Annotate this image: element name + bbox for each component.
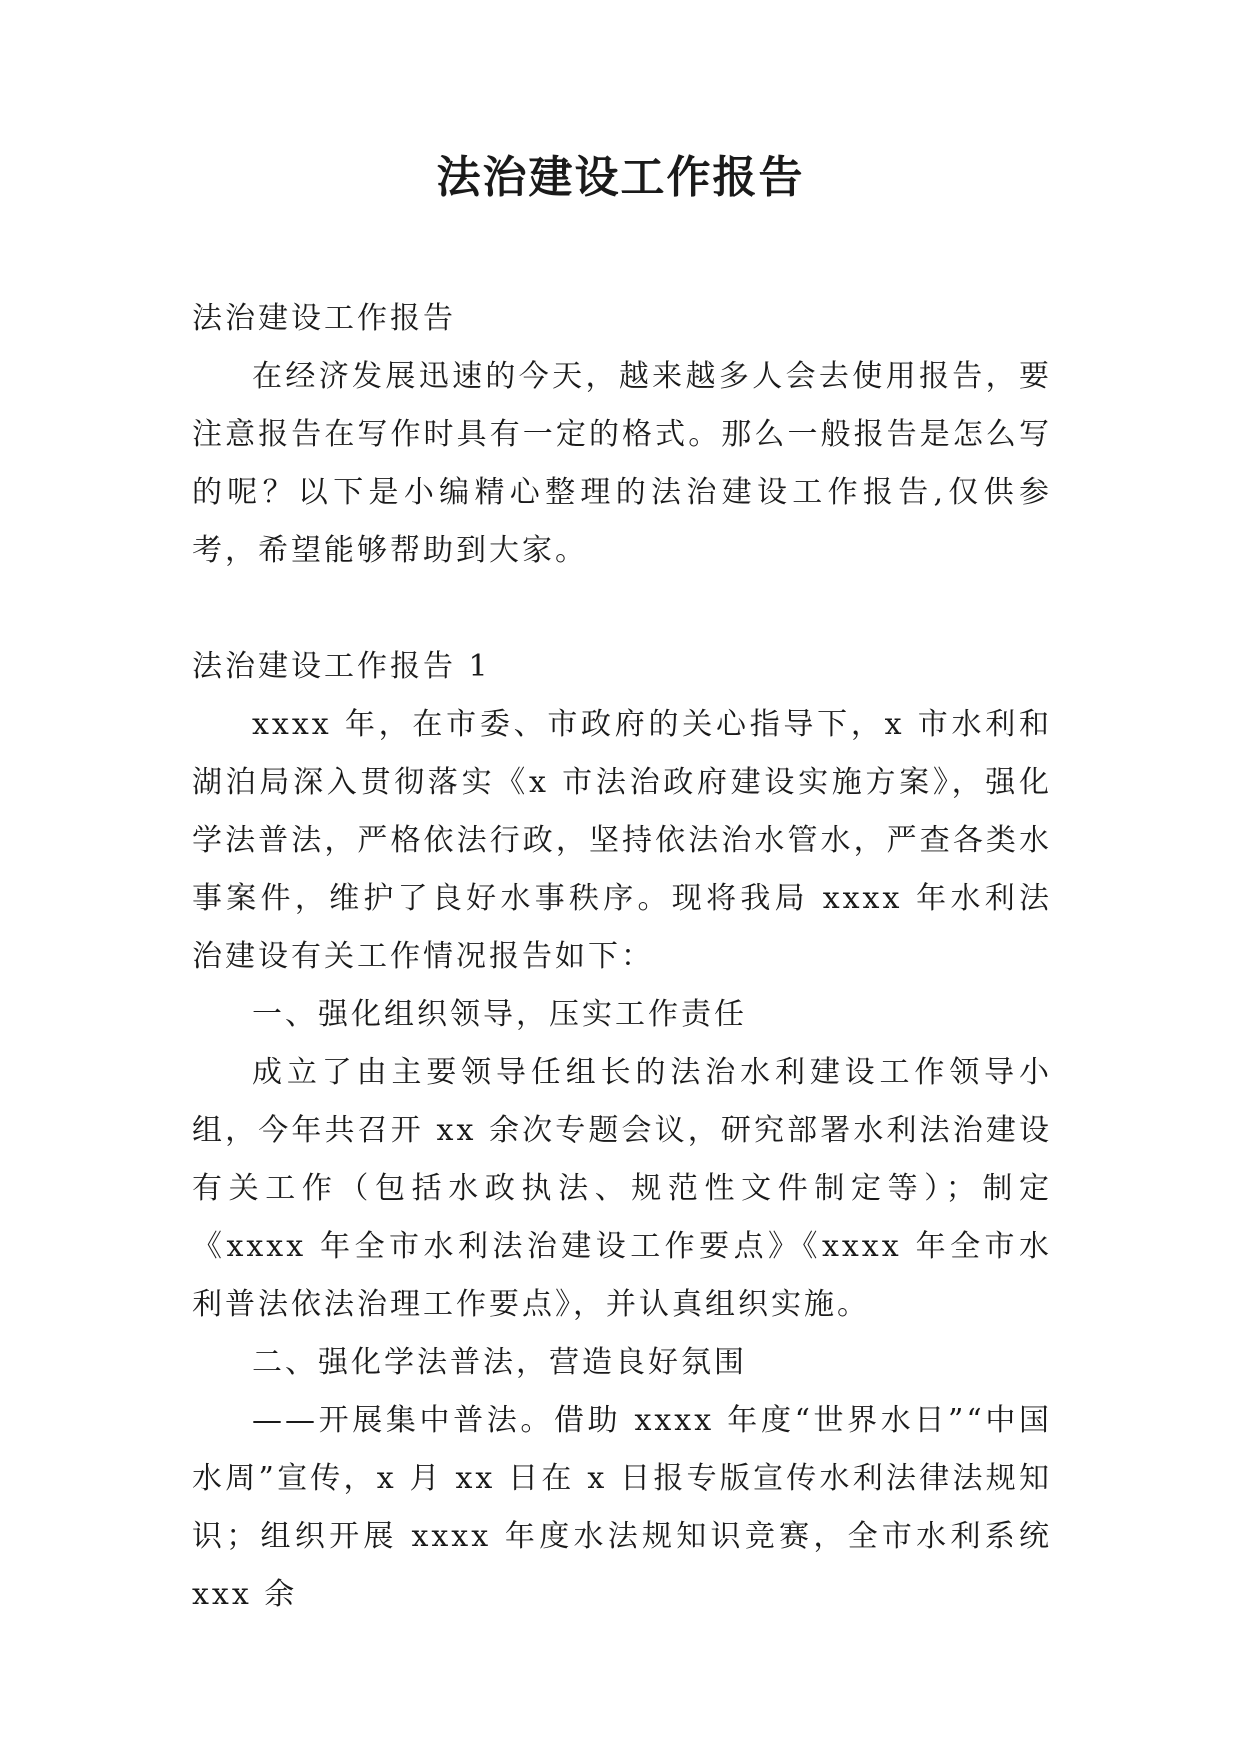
document-body	[192, 290, 1052, 1624]
section-paragraph: 成立了由主要领导任组长的法治水利建设工作领导小组，今年共召开 xx 余次专题会议，研究部署水利法治建设有关工作（包括水政执法、规范性文件制定等）；制定《xxxx 年全市水利法治建设工作要点》《xxxx 年全市水利普法依法治理工作要点》，并认真组织实施。	[192, 1055, 1052, 1322]
intro-paragraph: 在经济发展迅速的今天，越来越多人会去使用报告，要注意报告在写作时具有一定的格式。那么一般报告是怎么写的呢？以下是小编精心整理的法治建设工作报告,仅供参考，希望能够帮助到大家。	[192, 359, 1052, 568]
paragraph-spacer	[192, 580, 1052, 638]
section-paragraph: ——开展集中普法。借助 xxxx 年度“世界水日”“中国水周”宣传，x 月 xx 日在 x 日报专版宣传水利法律法规知识；组织开展 xxxx 年度水法规知识竞赛，全市水利系统 xxx 余	[192, 1403, 1052, 1612]
section-heading: 二、强化学法普法，营造良好氛围	[252, 1345, 747, 1380]
section-heading: 一、强化组织领导，压实工作责任	[252, 997, 747, 1032]
document-subtitle: 法治建设工作报告	[192, 301, 456, 336]
document-title: 法治建设工作报告	[436, 152, 805, 203]
section-paragraph: xxxx 年，在市委、市政府的关心指导下，x 市水利和湖泊局深入贯彻落实《x 市法治政府建设实施方案》，强化学法普法，严格依法行政，坚持依法治水管水，严查各类水事案件，维护了良好水事秩序。现将我局 xxxx 年水利法治建设有关工作情况报告如下：	[192, 707, 1052, 974]
section-title: 法治建设工作报告 1	[192, 649, 491, 684]
